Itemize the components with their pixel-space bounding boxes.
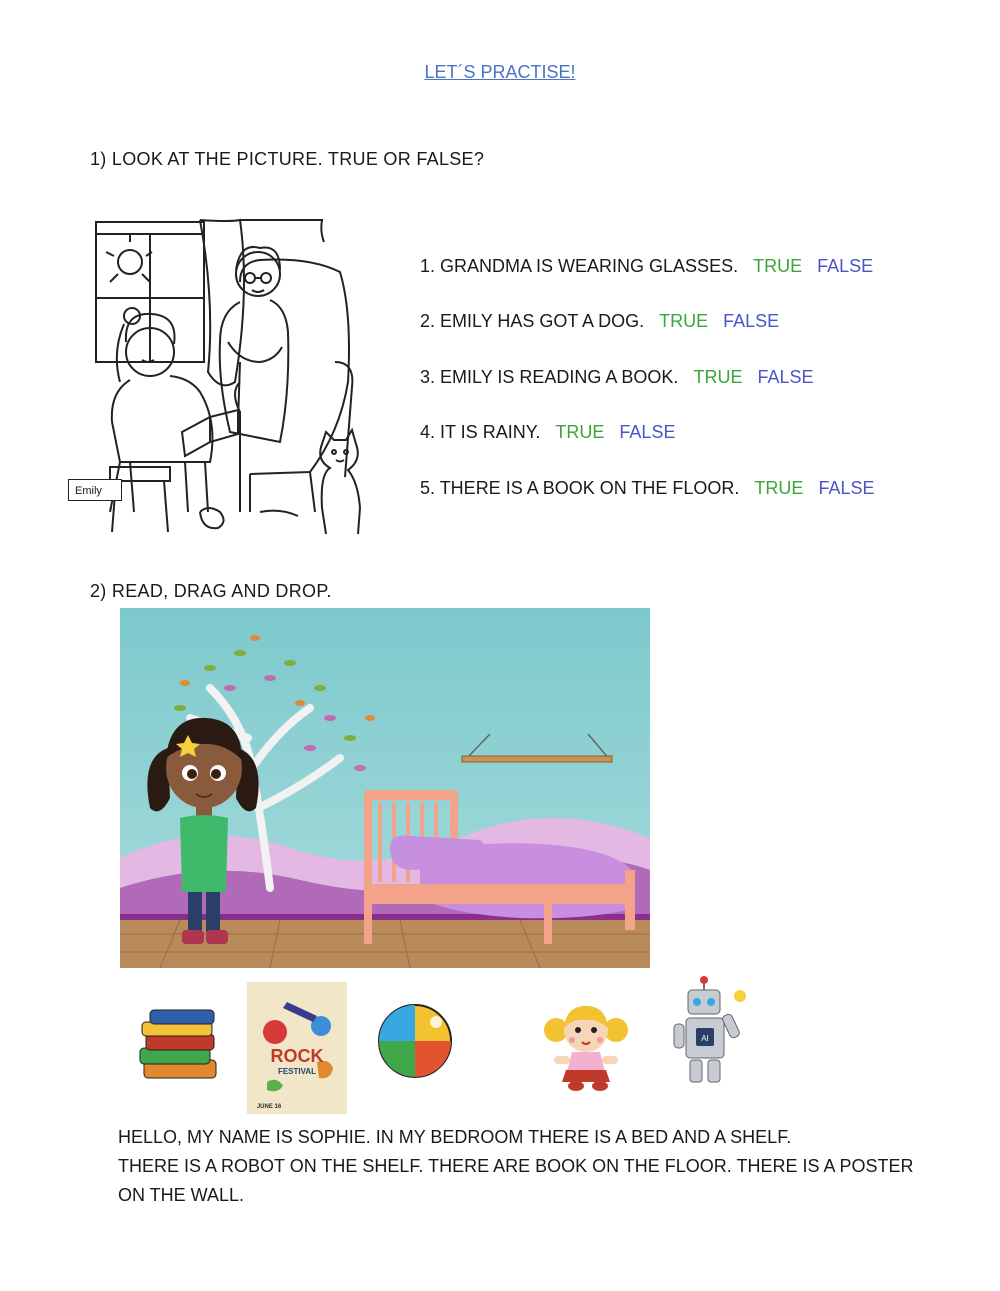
false-option[interactable]: FALSE [818,478,875,498]
story-line-1: HELLO, MY NAME IS SOPHIE. IN MY BEDROOM THERE IS A BED AND A SHELF. [118,1127,792,1147]
statement-5 [420,478,874,499]
section2-heading: 2) READ, DRAG AND DROP. [90,581,332,601]
false-option[interactable]: FALSE [817,256,874,276]
statement-4 [420,422,675,443]
statement-text: 4. IT IS RAINY. [420,422,541,442]
bedroom-scene [120,608,650,968]
true-option[interactable]: TRUE [753,256,803,276]
true-option[interactable]: TRUE [693,367,743,387]
story-line-2: THERE IS A ROBOT ON THE SHELF. THERE ARE BOOK ON THE FLOOR. THERE IS A POSTER [118,1156,914,1176]
robot-badge: AI [701,1034,709,1043]
poster-artwork [247,982,347,1114]
rock-festival-poster-item[interactable] [247,982,347,1114]
statement-text: 5. THERE IS A BOOK ON THE FLOOR. [420,478,740,498]
story-line-3: ON THE WALL. [118,1185,245,1205]
true-option[interactable]: TRUE [754,478,804,498]
false-option[interactable]: FALSE [723,311,780,331]
statement-3 [420,367,814,388]
true-option[interactable]: TRUE [659,311,709,331]
statement-1 [420,256,873,277]
beach-ball-item[interactable] [376,1002,454,1080]
section1-heading: 1) LOOK AT THE PICTURE. TRUE OR FALSE? [90,149,485,169]
poster-word-rock: ROCK [270,1046,324,1066]
statement-text: 3. EMILY IS READING A BOOK. [420,367,679,387]
doll-item[interactable] [538,1000,634,1092]
false-option[interactable]: FALSE [757,367,814,387]
grandma-emily-picture [90,212,380,540]
statement-text: 2. EMILY HAS GOT A DOG. [420,311,645,331]
page-title: LET´S PRACTISE! [424,62,576,82]
poster-date: JUNE 16 [256,1104,282,1110]
false-option[interactable]: FALSE [619,422,676,442]
story-text [118,1123,978,1210]
emily-label: Emily [68,479,122,501]
poster-word-festival: FESTIVAL [277,1067,317,1076]
books-stack-item[interactable] [136,1008,220,1084]
robot-item[interactable] [668,974,756,1090]
statement-text: 1. GRANDMA IS WEARING GLASSES. [420,256,739,276]
statement-2 [420,311,779,332]
true-option[interactable]: TRUE [555,422,605,442]
